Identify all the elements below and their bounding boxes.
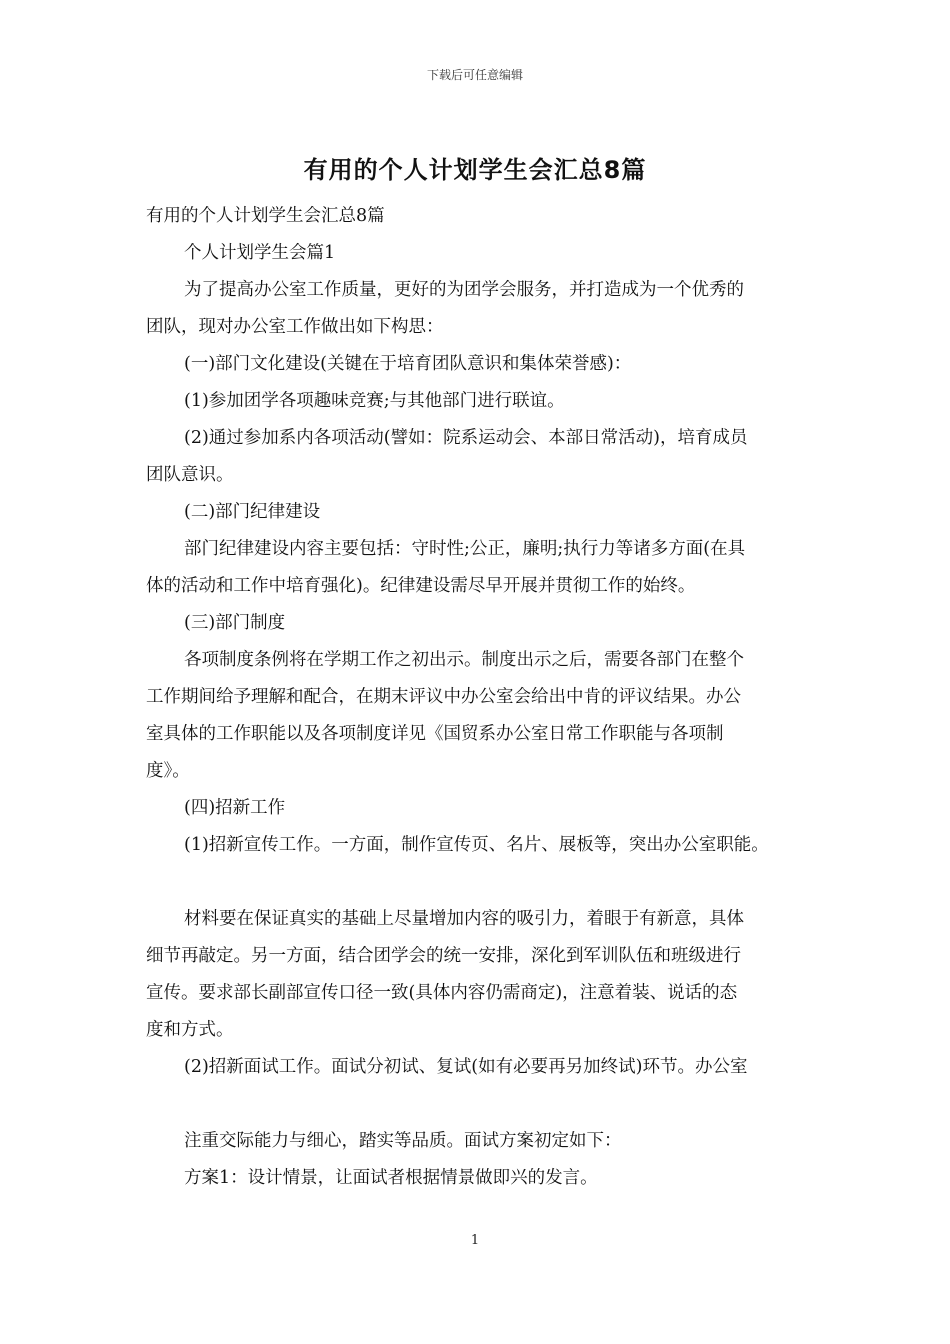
paragraph-line: (四)招新工作	[184, 798, 286, 818]
paragraph-line: (1)招新宣传工作。一方面，制作宣传页、名片、展板等，突出办公室职能。	[184, 835, 769, 855]
paragraph-line: 材料要在保证真实的基础上尽量增加内容的吸引力，着眼于有新意，具体	[184, 909, 744, 929]
section-heading: 个人计划学生会篇1	[184, 243, 336, 263]
header-note: 下载后可任意编辑	[426, 68, 523, 82]
paragraph-line: 体的活动和工作中培育强化)。纪律建设需尽早开展并贯彻工作的始终。	[146, 576, 696, 596]
paragraph-line: 团队意识。	[146, 465, 234, 485]
page-number: 1	[470, 1233, 480, 1248]
paragraph-line: (一)部门文化建设(关键在于培育团队意识和集体荣誉感)：	[184, 354, 632, 374]
paragraph-line: (二)部门纪律建设	[184, 502, 321, 522]
paragraph-line: 度》。	[146, 761, 190, 781]
document-body	[146, 198, 814, 1197]
paragraph-line: (2)通过参加系内各项活动(譬如：院系运动会、本部日常活动)，培育成员	[184, 428, 748, 448]
paragraph-line: 细节再敲定。另一方面，结合团学会的统一安排，深化到军训队伍和班级进行	[146, 946, 741, 966]
paragraph-gap	[146, 1086, 814, 1123]
paragraph-line: 工作期间给予理解和配合，在期末评议中办公室会给出中肯的评议结果。办公	[146, 687, 741, 707]
paragraph-line: 宣传。要求部长副部宣传口径一致(具体内容仍需商定)，注意着装、说话的态	[146, 983, 738, 1003]
paragraph-line: (三)部门制度	[184, 613, 286, 633]
paragraph-line: 室具体的工作职能以及各项制度详见《国贸系办公室日常工作职能与各项制	[146, 724, 724, 744]
paragraph-line: 注重交际能力与细心，踏实等品质。面试方案初定如下：	[184, 1131, 622, 1151]
paragraph-line: 度和方式。	[146, 1020, 234, 1040]
paragraph-line: 团队，现对办公室工作做出如下构思：	[146, 317, 444, 337]
document-title: 有用的个人计划学生会汇总8篇	[303, 156, 647, 184]
paragraph-line: 为了提高办公室工作质量，更好的为团学会服务，并打造成为一个优秀的	[184, 280, 744, 300]
paragraph-line: (2)招新面试工作。面试分初试、复试(如有必要再另加终试)环节。办公室	[184, 1057, 748, 1077]
subtitle-line: 有用的个人计划学生会汇总8篇	[146, 206, 385, 226]
paragraph-gap	[146, 864, 814, 901]
paragraph-line: (1)参加团学各项趣味竞赛;与其他部门进行联谊。	[184, 391, 565, 411]
paragraph-line: 部门纪律建设内容主要包括：守时性;公正，廉明;执行力等诸多方面(在具	[184, 539, 746, 559]
paragraph-line: 各项制度条例将在学期工作之初出示。制度出示之后，需要各部门在整个	[184, 650, 744, 670]
paragraph-line: 方案1：设计情景，让面试者根据情景做即兴的发言。	[184, 1168, 598, 1188]
